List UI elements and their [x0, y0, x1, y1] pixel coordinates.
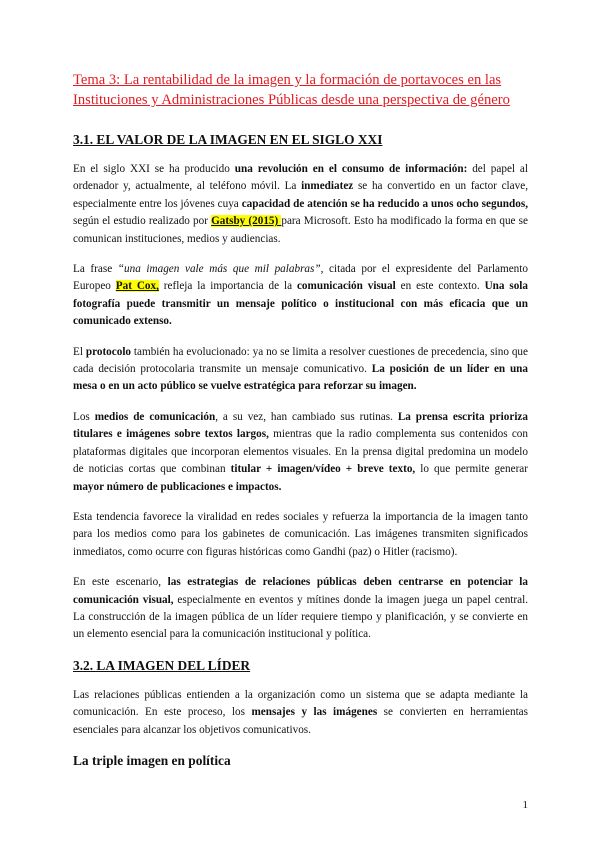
text-run: se convierten en herramientas esenciales para alcanzar los objetivos comunicativos.: [73, 706, 528, 736]
bold-text: La prensa escrita prioriza titulares e imágenes sobre textos largos,: [73, 410, 528, 441]
text-run: especialmente en eventos y mítines donde la imagen juega un papel central. La construcción de la imagen pública de un líder requiere tiempo y planificación, y se convierte en un elemento esencial para la comunicación institucional y política.: [73, 593, 529, 641]
paragraph-5: Esta tendencia favorece la viralidad en redes sociales y refuerza la importancia de la imagen tanto para los medios como para los gabinetes de comunicación. Las imágenes transmiten significados inmediatos, como ocurre con figuras históricas como Gandhi (paz) o Hitler (racismo).: [73, 510, 528, 558]
text-run: para Microsoft. Esto ha modificado la forma en que se comunican instituciones, medios y audiencias.: [73, 215, 528, 245]
text-run: del papel al ordenador y, actualmente, al teléfono móvil. La: [73, 163, 529, 193]
paragraph-3: [73, 344, 528, 396]
text-run: El: [73, 345, 86, 358]
bold-text: las estrategias de relaciones públicas deben centrarse en potenciar la comunicación visual,: [73, 576, 528, 606]
bold-text: mayor número de publicaciones e impactos.: [73, 480, 282, 493]
text-run: En este escenario,: [73, 576, 168, 589]
page-number: 1: [522, 799, 528, 811]
text-run: , citada por el expresidente del Parlamento Europeo: [73, 263, 528, 293]
text-run: en este contexto.: [395, 280, 485, 293]
section-heading-2: 3.2. LA IMAGEN DEL LÍDER: [73, 657, 251, 673]
text-run: se ha convertido en un factor clave, especialmente entre los jóvenes cuya: [73, 180, 528, 210]
bold-text: inmediatez: [301, 180, 354, 193]
bold-text: comunicación visual: [296, 280, 396, 293]
bold-text: mensajes y las imágenes: [251, 706, 378, 719]
section-heading-1: 3.1. EL VALOR DE LA IMAGEN EN EL SIGLO XXI: [73, 132, 383, 147]
bold-text: capacidad de atención se ha reducido a unos ocho segundos,: [241, 197, 528, 210]
text-run: también ha evolucionado: ya no se limita a resolver cuestiones de precedencia, sino que cada decisión protocolaria transmite un mensaje comunicativo.: [73, 345, 528, 376]
bold-text: Una sola fotografía puede transmitir un mensaje político o institucional con más eficacia que un comunicado extenso.: [73, 280, 529, 328]
bold-text: una revolución en el consumo de información:: [234, 163, 468, 175]
highlighted-citation: Gatsby (2015): [211, 215, 282, 228]
paragraph-6: [73, 574, 528, 644]
subheading-triple-image: La triple imagen en política: [73, 752, 231, 768]
text-run: La frase: [73, 263, 118, 276]
paragraph-2: [73, 261, 528, 331]
paragraph-7: [73, 687, 528, 739]
italic-quote: “una imagen vale más que mil palabras”: [117, 263, 321, 276]
paragraph-4: [73, 409, 528, 496]
paragraph-1: [73, 161, 528, 248]
text-run: refleja la importancia de la: [158, 280, 297, 293]
text-run: , a su vez, han cambiado sus rutinas.: [215, 410, 398, 423]
text-run: En el siglo XXI se ha producido: [73, 163, 235, 175]
bold-text: protocolo: [85, 345, 132, 358]
page-content: [73, 70, 528, 782]
text-run: Los: [73, 410, 95, 423]
highlighted-name: Pat Cox,: [115, 280, 159, 293]
text-run: Las relaciones públicas entienden a la organización como un sistema que se adapta mediante la comunicación. En este proceso, los: [73, 688, 528, 719]
text-run: mientras que la radio complementa sus contenidos con plataformas digitales que incorporan elementos visuales. En la prensa digital predomina un modelo de noticias cortas que combinan: [73, 428, 528, 476]
bold-text: La posición de un líder en una mesa o en un acto público se vuelve estratégica para reforzar su imagen.: [73, 363, 528, 393]
text-run: según el estudio realizado por: [73, 215, 212, 228]
bold-text: titular + imagen/vídeo + breve texto,: [230, 463, 416, 476]
document-title: Tema 3: La rentabilidad de la imagen y la formación de portavoces en las Instituciones y Administraciones Públicas desde una perspectiva de género: [73, 72, 510, 108]
bold-text: medios de comunicación: [94, 410, 216, 423]
text-run: lo que permite generar: [415, 463, 529, 476]
